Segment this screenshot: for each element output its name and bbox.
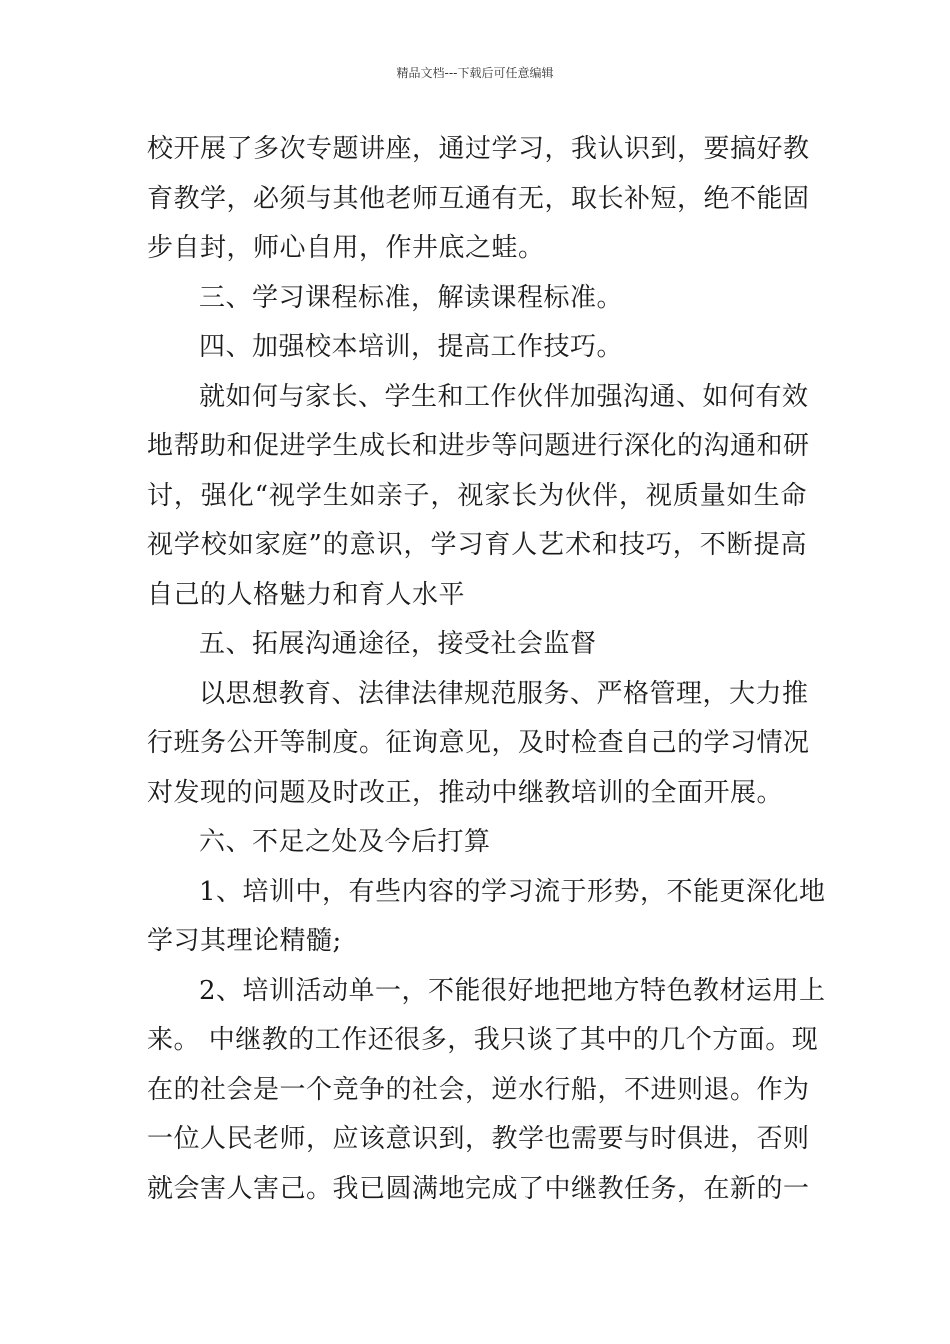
- page-header: 精品文档---下载后可任意编辑: [396, 66, 554, 80]
- text-line: 1、培训中，有些内容的学习流于形势，不能更深化地: [199, 876, 826, 907]
- text-line: 步自封，师心自用，作井底之蛙。: [147, 233, 545, 263]
- text-line: 对发现的问题及时改正，推动中继教培训的全面开展。: [147, 777, 784, 808]
- text-line: 三、学习课程标准，解读课程标准。: [199, 282, 624, 313]
- text-line: 育教学，必须与其他老师互通有无，取长补短，绝不能固: [147, 183, 810, 214]
- text-line: 学习其理论精髓;: [147, 926, 342, 956]
- text-line: 以思想教育、法律法律规范服务、严格管理，大力推: [199, 678, 809, 709]
- text-line: 六、不足之处及今后打算: [199, 827, 491, 857]
- text-line: 就如何与家长、学生和工作伙伴加强沟通、如何有效: [199, 381, 809, 412]
- text-line: 行班务公开等制度。征询意见，及时检查自己的学习情况: [147, 728, 810, 758]
- text-line: 就会害人害己。我已圆满地完成了中继教任务，在新的一: [147, 1173, 810, 1204]
- text-line: 视学校如家庭”的意识，学习育人艺术和技巧，不断提高: [147, 530, 807, 560]
- document-body: [147, 125, 826, 1214]
- text-line: 在的社会是一个竞争的社会，逆水行船，不进则退。作为: [147, 1074, 810, 1105]
- text-line: 地帮助和促进学生成长和进步等问题进行深化的沟通和研: [147, 431, 810, 461]
- text-line: 来。 中继教的工作还很多，我只谈了其中的几个方面。现: [147, 1025, 819, 1055]
- text-line: 五、拓展沟通途径，接受社会监督: [199, 629, 597, 659]
- text-line: 2、培训活动单一，不能很好地把地方特色教材运用上: [199, 975, 826, 1006]
- text-line: 一位人民老师，应该意识到，教学也需要与时俱进，否则: [147, 1124, 810, 1154]
- text-line: 讨，强化“视学生如亲子，视家长为伙伴，视质量如生命: [147, 480, 807, 511]
- text-line: 校开展了多次专题讲座，通过学习，我认识到，要搞好教: [147, 134, 810, 164]
- text-line: 自己的人格魅力和育人水平: [147, 579, 466, 610]
- text-line: 四、加强校本培训，提高工作技巧。: [199, 332, 624, 362]
